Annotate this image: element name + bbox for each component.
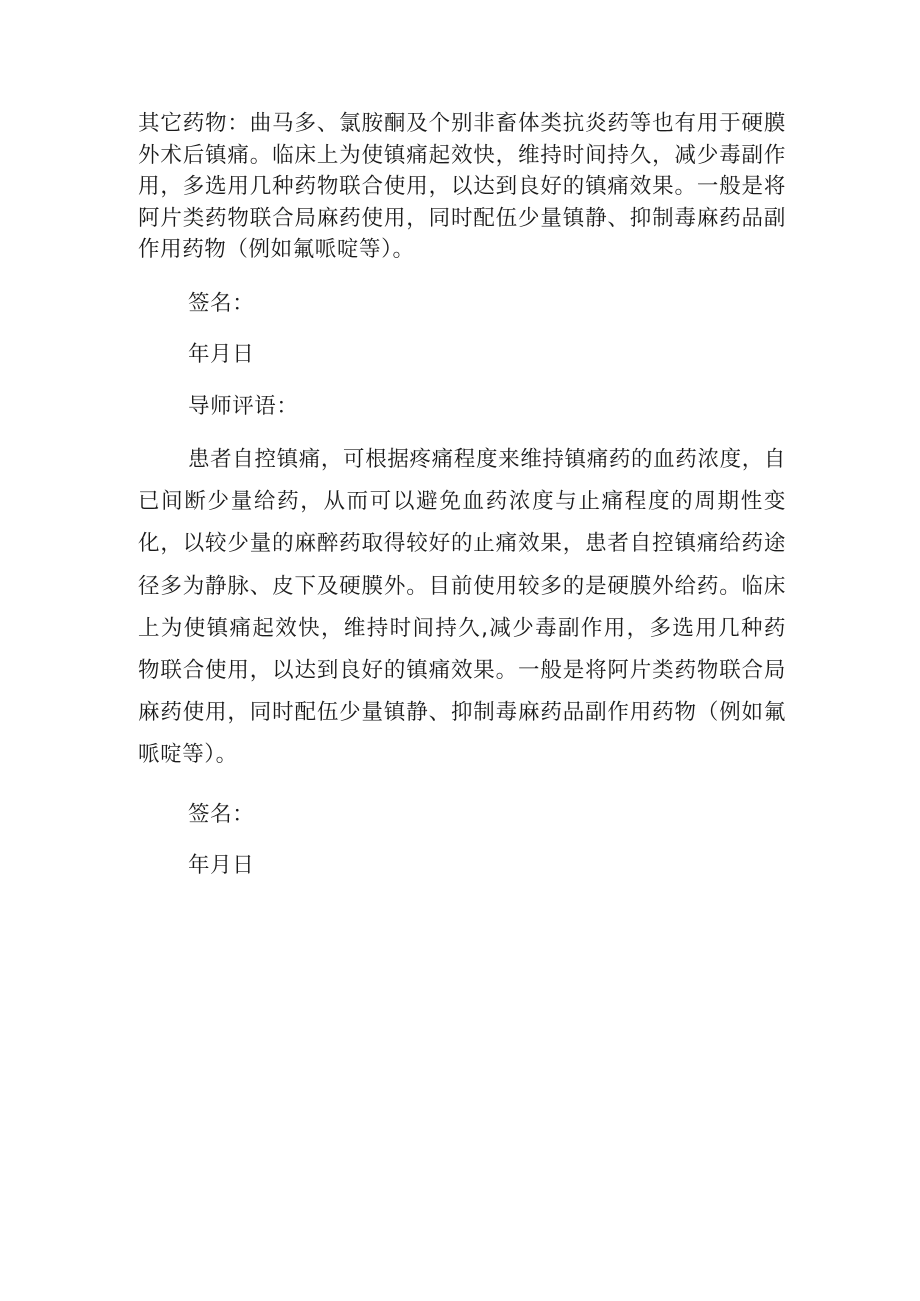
- body-paragraph-other-drugs: 其它药物：曲马多、氯胺酮及个别非畜体类抗炎药等也有用于硬膜外术后镇痛。临床上为使镇痛起效快，维持时间持久，减少毒副作用，多选用几种药物联合使用，以达到良好的镇痛效果。一般是将阿片类药物联合局麻药使用，同时配伍少量镇静、抑制毒麻药品副作用药物（例如氟哌啶等）。: [138, 111, 786, 262]
- signature-label: 签名：: [188, 290, 255, 316]
- advisor-signature-label: 签名：: [188, 801, 255, 827]
- advisor-comment-paragraph: 患者自控镇痛，可根据疼痛程度来维持镇痛药的血药浓度，自已间断少量给药，从而可以避免血药浓度与止痛程度的周期性变化，以较少量的麻醉药取得较好的止痛效果，患者自控镇痛给药途径多为静脉、皮下及硬膜外。目前使用较多的是硬膜外给药。临床上为使镇痛起效快，维持时间持久,减少毒副作用，多选用几种药物联合使用，以达到良好的镇痛效果。一般是将阿片类药物联合局麻药使用，同时配伍少量镇静、抑制毒麻药品副作用药物（例如氟哌啶等）。: [138, 447, 786, 768]
- advisor-comment-heading: 导师评语：: [188, 393, 299, 419]
- advisor-date-label: 年月日: [188, 853, 255, 879]
- date-label: 年月日: [188, 342, 255, 367]
